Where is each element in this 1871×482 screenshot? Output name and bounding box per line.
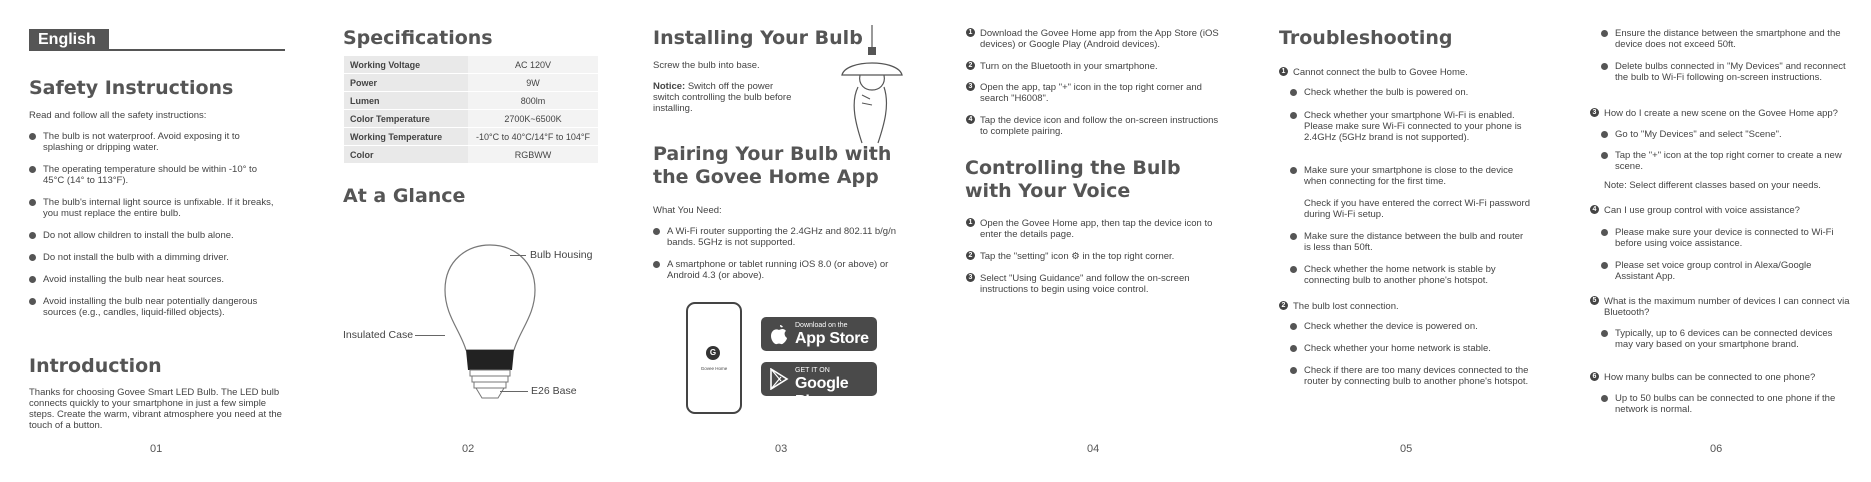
safety-item: Avoid installing the bulb near heat sources.	[29, 274, 279, 285]
bullet-dot-icon	[1601, 63, 1608, 70]
answer-item: Check whether the device is powered on.	[1290, 321, 1530, 332]
bullet-dot-icon	[1290, 266, 1297, 273]
phone-illustration	[686, 302, 742, 414]
bullet-dot-icon	[653, 228, 660, 235]
troubleshooting-title: Troubleshooting	[1279, 27, 1453, 49]
answer-note: Check if you have entered the correct Wi-Fi password during Wi-Fi setup.	[1304, 198, 1530, 220]
page-number: 06	[1710, 443, 1723, 455]
page-number: 04	[1087, 443, 1100, 455]
bullet-dot-icon	[29, 133, 36, 140]
table-row: Working Voltage AC 120V	[344, 56, 598, 74]
label-insulated-case: Insulated Case	[343, 329, 414, 341]
bullet-dot-icon	[1601, 152, 1608, 159]
answer-item: Up to 50 bulbs can be connected to one phone if the network is normal.	[1601, 393, 1846, 415]
bullet-dot-icon	[1601, 330, 1608, 337]
step-item: 4 Tap the device icon and follow the on-screen instructions to complete pairing.	[966, 115, 1221, 137]
page-number: 03	[775, 443, 788, 455]
answer-item: Please set voice group control in Alexa/Google Assistant App.	[1601, 260, 1846, 282]
bullet-dot-icon	[1290, 367, 1297, 374]
answer-item: Delete bulbs connected in "My Devices" and reconnect the bulb to Wi-Fi following on-screen instructions.	[1601, 61, 1846, 83]
safety-item: Do not allow children to install the bulb alone.	[29, 230, 279, 241]
question-item: 5 What is the maximum number of devices I can connect via Bluetooth?	[1590, 296, 1860, 318]
housing-leader	[510, 255, 526, 256]
voice-step-item: 1 Open the Govee Home app, then tap the device icon to enter the details page.	[966, 218, 1221, 240]
answer-item: Ensure the distance between the smartphone and the device does not exceed 50ft.	[1601, 28, 1846, 50]
notice-text: Notice: Switch off the power switch controlling the bulb before installing.	[653, 81, 792, 114]
bullet-dot-icon	[29, 232, 36, 239]
page-number: 02	[462, 443, 475, 455]
answer-item: Check whether the home network is stable by connecting bulb to another phone's hotspot.	[1290, 264, 1530, 286]
safety-item: The bulb is not waterproof. Avoid exposing it to splashing or dripping water.	[29, 131, 279, 153]
bullet-dot-icon	[1290, 167, 1297, 174]
language-label: English	[38, 31, 96, 48]
question-item: 2 The bulb lost connection.	[1279, 301, 1549, 312]
table-row: Working Temperature -10°C to 40°C/14°F to 104°F	[344, 128, 598, 146]
at-a-glance-title: At a Glance	[343, 185, 466, 207]
question-item: 6 How many bulbs can be connected to one phone?	[1590, 372, 1860, 383]
question-item: 4 Can I use group control with voice assistance?	[1590, 205, 1860, 216]
table-row: Power 9W	[344, 74, 598, 92]
safety-intro: Read and follow all the safety instructions:	[29, 110, 207, 121]
google-play-icon	[769, 368, 789, 390]
panel-page-01	[0, 0, 300, 482]
need-item: A Wi-Fi router supporting the 2.4GHz and 802.11 b/g/n bands. 5GHz is not supported.	[653, 226, 908, 248]
bullet-dot-icon	[1290, 233, 1297, 240]
govee-logo-icon: G	[706, 346, 720, 360]
page-number: 01	[150, 443, 163, 455]
safety-item: Avoid installing the bulb near potentially dangerous sources (e.g., candles, liquid-filled objects).	[29, 296, 259, 318]
apple-icon	[769, 323, 789, 345]
bullet-dot-icon	[29, 276, 36, 283]
what-you-need-label: What You Need:	[653, 205, 722, 216]
answer-item: Go to "My Devices" and select "Scene".	[1601, 129, 1846, 140]
answer-item: Tap the "+" icon at the top right corner to create a new scene.	[1601, 150, 1846, 172]
answer-item: Please make sure your device is connected to Wi-Fi before using voice assistance.	[1601, 227, 1846, 249]
bullet-dot-icon	[1601, 30, 1608, 37]
step-item: 1 Download the Govee Home app from the App Store (iOS devices) or Google Play (Android devices).	[966, 28, 1221, 50]
safety-item: The operating temperature should be within -10° to 45°C (14° to 113°F).	[29, 164, 279, 186]
question-item: 3 How do I create a new scene on the Govee Home app?	[1590, 108, 1860, 119]
step-item: 2 Turn on the Bluetooth in your smartphone.	[966, 61, 1221, 72]
bullet-dot-icon	[1290, 345, 1297, 352]
bullet-dot-icon	[1601, 395, 1608, 402]
safety-item: The bulb's internal light source is unfixable. If it breaks, you must replace the entire bulb.	[29, 197, 279, 219]
pairing-title: Pairing Your Bulb with the Govee Home App	[653, 143, 892, 188]
need-item: A smartphone or tablet running iOS 8.0 (or above) or Android 4.3 (or above).	[653, 259, 908, 281]
introduction-title: Introduction	[29, 355, 162, 377]
voice-step-item: 3 Select "Using Guidance" and follow the on-screen instructions to begin using voice control.	[966, 273, 1221, 295]
voice-title: Controlling the Bulb with Your Voice	[965, 157, 1181, 202]
bullet-dot-icon	[1601, 131, 1608, 138]
installing-title: Installing Your Bulb	[653, 27, 863, 49]
page-number: 05	[1400, 443, 1413, 455]
label-bulb-housing: Bulb Housing	[530, 249, 593, 261]
language-rule	[29, 49, 285, 51]
base-leader	[500, 391, 528, 392]
bullet-dot-icon	[29, 254, 36, 261]
answer-item: Check if there are too many devices connected to the router by connecting bulb to another phone's hotspot.	[1290, 365, 1530, 387]
answer-item: Make sure your smartphone is close to the device when connecting for the first time.	[1290, 165, 1530, 187]
voice-step-item: 2 Tap the "setting" icon ⚙ in the top right corner.	[966, 251, 1221, 262]
step-item: 3 Open the app, tap "+" icon in the top right corner and search "H6008".	[966, 82, 1221, 104]
safety-item: Do not install the bulb with a dimming driver.	[29, 252, 279, 263]
lamp-hand-illustration	[838, 25, 906, 145]
answer-item: Check whether your home network is stable.	[1290, 343, 1530, 354]
app-store-button[interactable]: Download on the App Store	[761, 317, 877, 351]
bullet-dot-icon	[1601, 229, 1608, 236]
table-row: Color RGBWW	[344, 146, 598, 164]
bullet-dot-icon	[1290, 323, 1297, 330]
bullet-dot-icon	[29, 166, 36, 173]
case-leader	[415, 335, 445, 336]
phone-app-label: Govee Home	[700, 366, 728, 371]
bullet-dot-icon	[1601, 262, 1608, 269]
answer-item: Check whether your smartphone Wi-Fi is enabled. Please make sure Wi-Fi connected to your phone is 2.4GHz (5GHz brand is not supported).	[1290, 110, 1530, 143]
bullet-dot-icon	[1290, 112, 1297, 119]
question-item: 1 Cannot connect the bulb to Govee Home.	[1279, 67, 1549, 78]
specifications-table	[344, 56, 598, 164]
specifications-title: Specifications	[343, 27, 493, 49]
answer-item: Check whether the bulb is powered on.	[1290, 87, 1530, 98]
bullet-dot-icon	[1290, 89, 1297, 96]
table-row: Color Temperature 2700K~6500K	[344, 110, 598, 128]
answer-note: Note: Select different classes based on your needs.	[1604, 180, 1821, 191]
bullet-dot-icon	[653, 261, 660, 268]
label-e26-base: E26 Base	[531, 385, 577, 397]
bullet-dot-icon	[29, 298, 36, 305]
install-text: Screw the bulb into base.	[653, 60, 760, 71]
introduction-text: Thanks for choosing Govee Smart LED Bulb. The LED bulb connects quickly to your smartphone in just a few simple steps. Create the warm, vibrant atmosphere you need at the touch of a button.	[29, 387, 282, 431]
safety-title: Safety Instructions	[29, 77, 234, 99]
table-row: Lumen 800lm	[344, 92, 598, 110]
bullet-dot-icon	[29, 199, 36, 206]
answer-item: Make sure the distance between the bulb and router is less than 50ft.	[1290, 231, 1530, 253]
google-play-button[interactable]: GET IT ON Google Play	[761, 362, 877, 396]
answer-item: Typically, up to 6 devices can be connected devices may vary based on your smartphone brand.	[1601, 328, 1846, 350]
